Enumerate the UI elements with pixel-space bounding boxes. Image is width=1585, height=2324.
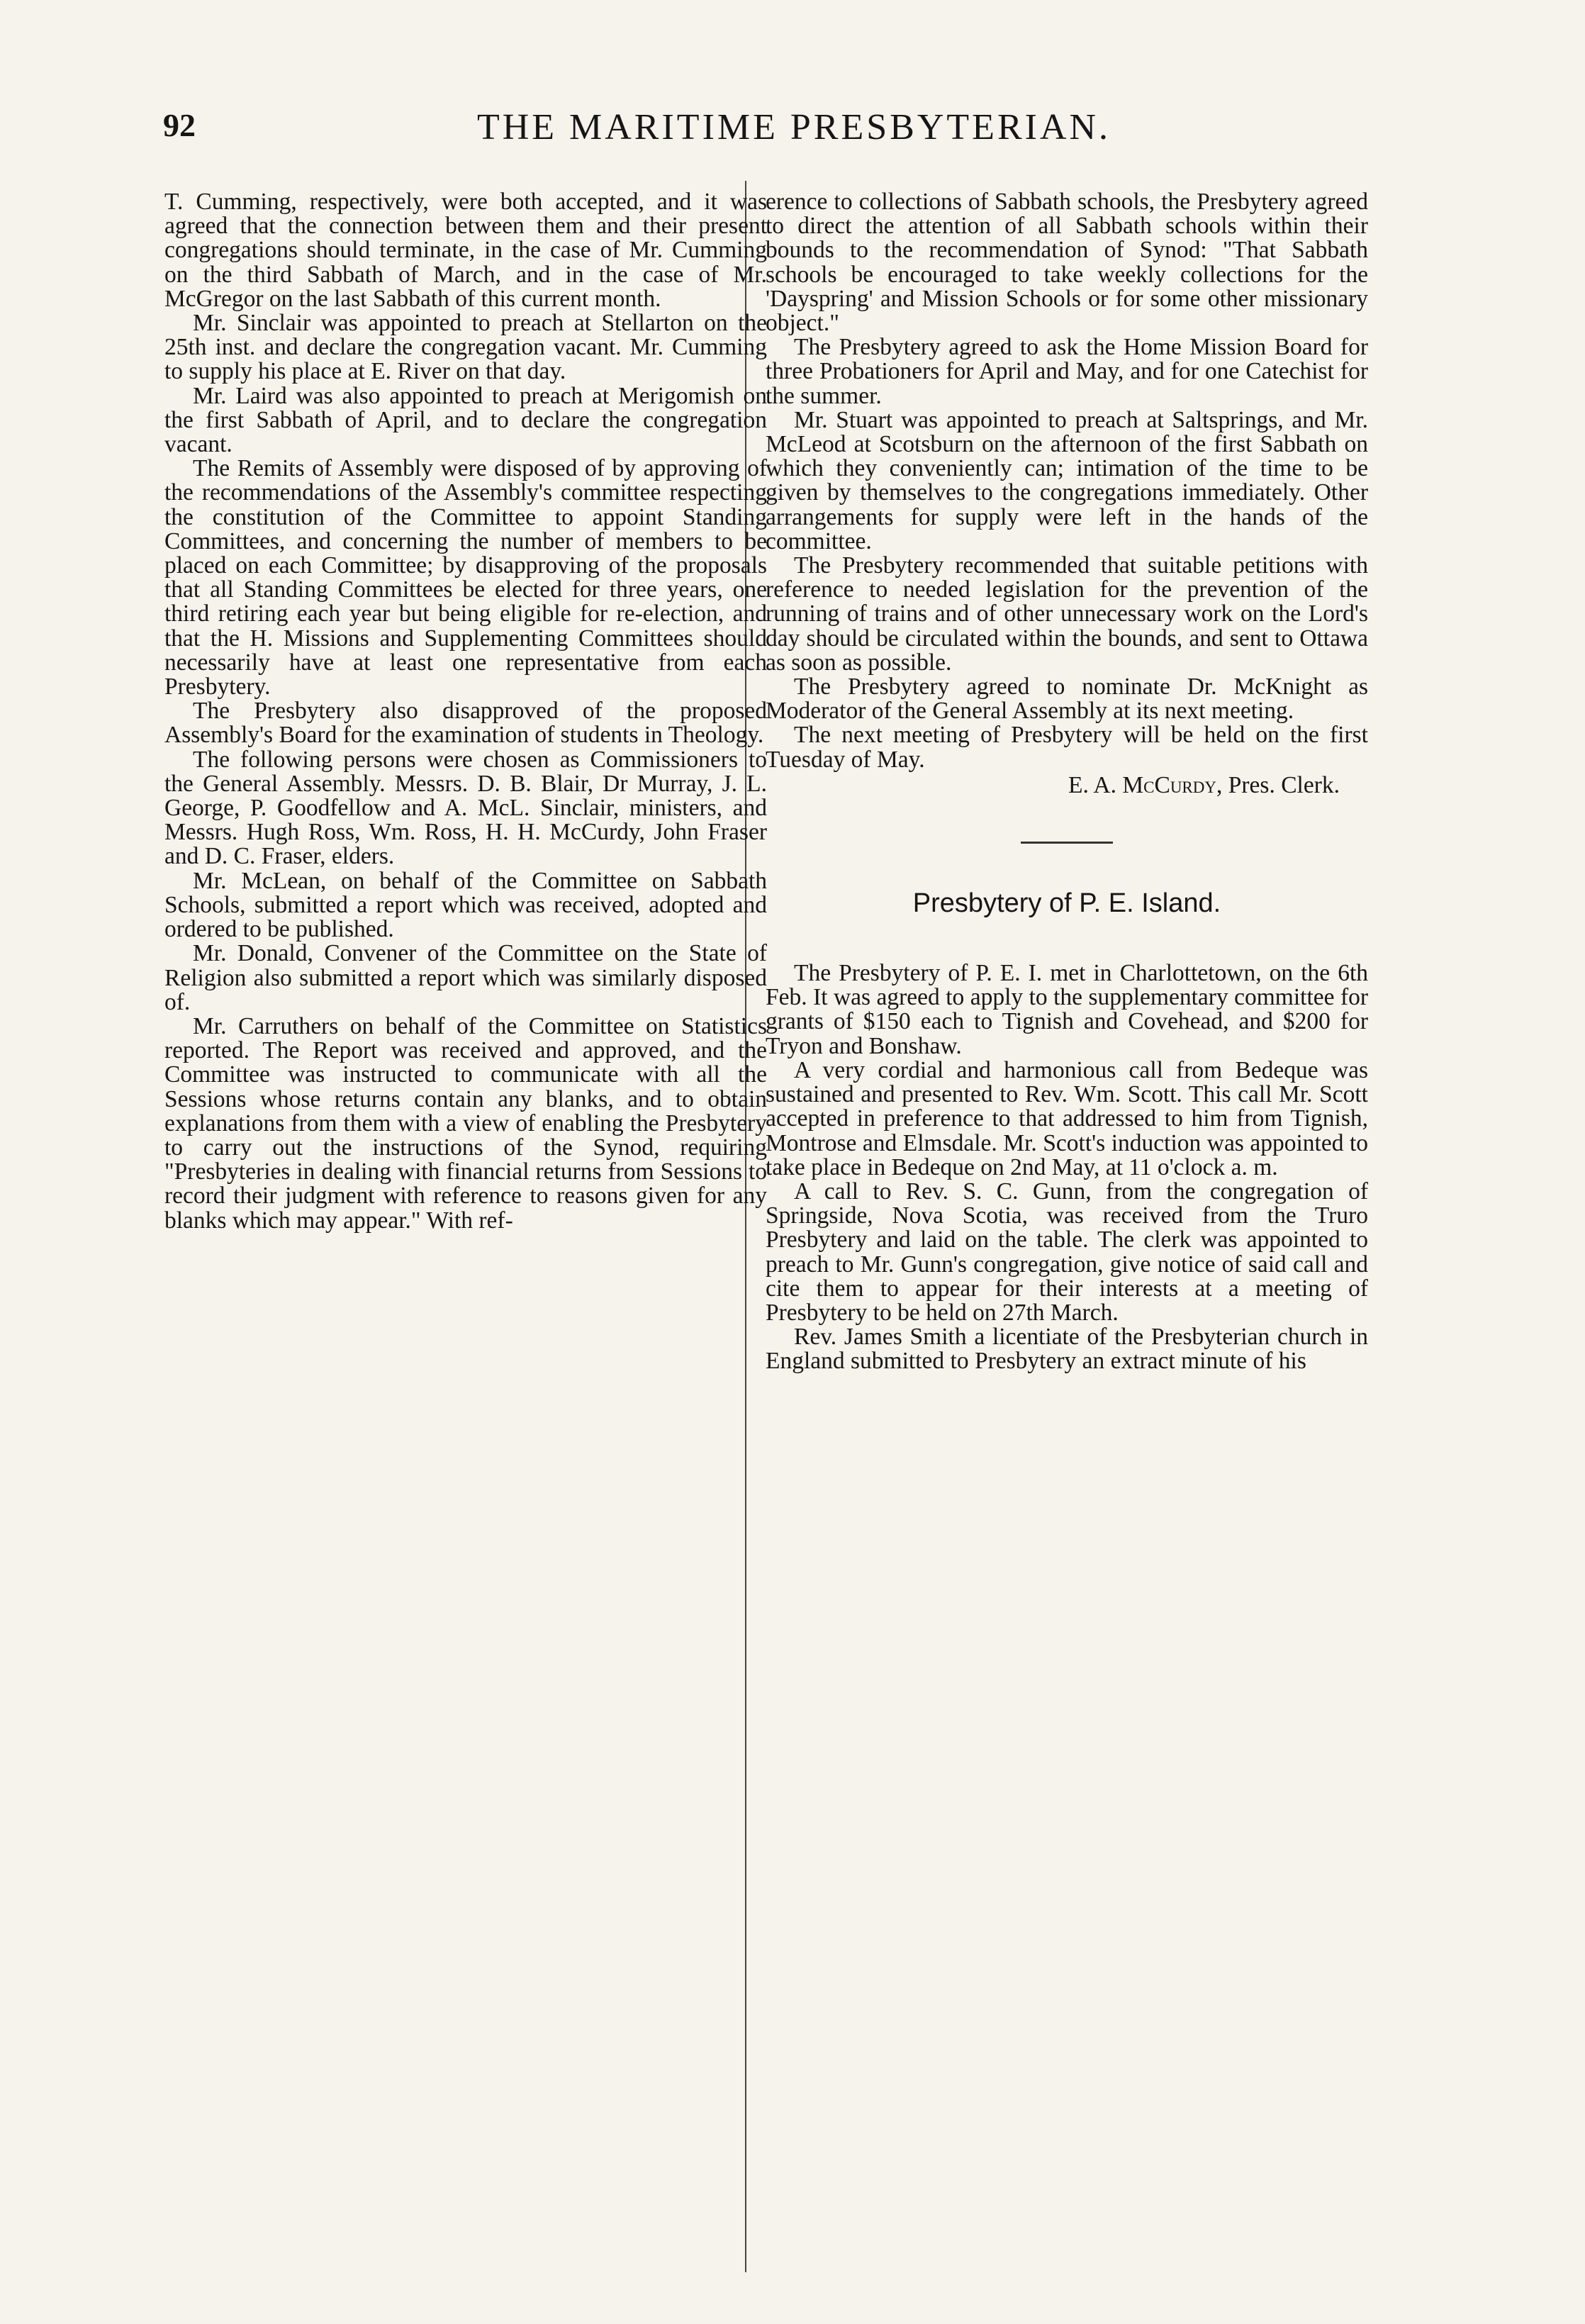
paragraph: The Presbytery agreed to nominate Dr. McKnight as Moderator of the General Assembly at its next meeting. [766, 674, 1368, 725]
signature-name: McCurdy [1122, 771, 1216, 798]
paragraph: erence to collections of Sabbath schools, the Presbytery agreed to direct the attention of all Sabbath schools within their bounds to the recommendation of Synod: "That Sabbath schools be encouraged to take weekly collections for the 'Dayspring' and Mission Schools or for some other missionary object." [766, 189, 1368, 337]
paragraph: A very cordial and harmonious call from Bedeque was sustained and presented to Rev. Wm. Scott. This call Mr. Scott accepted in preference to that addressed to him from Tignish, Montrose and Elmsdale. Mr. Scott's induction was appointed to take place in Bedeque on 2nd May, at 11 o'clock a. m. [766, 1056, 1368, 1180]
paragraph: Mr. McLean, on behalf of the Committee on Sabbath Schools, submitted a report which was received, adopted and ordered to be published. [164, 867, 767, 943]
section-heading: Presbytery of P. E. Island. [912, 888, 1221, 919]
paragraph: The Presbytery of P. E. I. met in Charlottetown, on the 6th Feb. It was agreed to apply to the supplementary committee for grants of $150 each to Tignish and Covehead, and $200 for Tryon and Bonshaw. [766, 960, 1368, 1059]
page-number: 92 [163, 107, 196, 143]
signature-initials: E. A. [1068, 771, 1116, 798]
paragraph: Mr. Sinclair was appointed to preach at Stellarton on the 25th inst. and declare the congregation vacant. Mr. Cumming to supply his place at E. River on that day. [164, 310, 767, 385]
paragraph: Mr. Laird was also appointed to preach at Merigomish on the first Sabbath of April, and to declare the congregation vacant. [164, 382, 767, 458]
paragraph: The Presbytery also disapproved of the proposed Assembly's Board for the examination of students in Theology. [164, 698, 767, 749]
paragraph: Mr. Carruthers on behalf of the Committee on Statistics reported. The Report was received and approved, and the Committee was instructed to communicate with all the Sessions whose returns contain any blanks, and to obtain explanations from them with a view of enabling the Presbytery to carry out the instructions of the Synod, requiring "Presbyteries in dealing with financial returns from Sessions to record their judgment with reference to reasons given for any blanks which may appear." With ref- [164, 1012, 767, 1234]
paragraph: The next meeting of Presbytery will be held on the first Tuesday of May. [766, 722, 1368, 773]
paragraph: The Remits of Assembly were disposed of by approving of the recommendations of the Assembly's committee respecting the constitution of the Committee to appoint Standing Committees, and concerning the number of members to be placed on each Committee; by disapproving of the proposals that all Standing Committees be elected for three years, one third retiring each year but being eligible for re-election, and that the H. Missions and Supplementing Committees should necessarily have at least one representative from each Presbytery. [164, 455, 767, 700]
page-header [163, 106, 1425, 156]
paragraph: The Presbytery recommended that suitable petitions with reference to needed legislation for the prevention of the running of trains and of other unnecessary work on the Lord's day should be circulated within the bounds, and sent to Ottawa as soon as possible. [766, 552, 1368, 676]
paragraph: Rev. James Smith a licentiate of the Presbyterian church in England submitted to Presbytery an extract minute of his [766, 1324, 1368, 1375]
signature-role: , Pres. Clerk. [1216, 771, 1340, 798]
paragraph: The following persons were chosen as Commissioners to the General Assembly. Messrs. D. B. Blair, Dr Murray, J. L. George, P. Goodfellow and A. McL. Sinclair, ministers, and Messrs. Hugh Ross, Wm. Ross, H. H. McCurdy, John Fraser and D. C. Fraser, elders. [164, 746, 767, 870]
right-column [766, 190, 1368, 1374]
left-column [164, 190, 767, 1233]
journal-title: THE MARITIME PRESBYTERIAN. [476, 107, 1111, 147]
paragraph: The Presbytery agreed to ask the Home Mission Board for three Probationers for April and May, and for one Catechist for the summer. [766, 334, 1368, 409]
clerk-signature [766, 773, 1368, 798]
paragraph: Mr. Stuart was appointed to preach at Saltsprings, and Mr. McLeod at Scotsburn on the afternoon of the first Sabbath on which they conveniently can; intimation of the time to be given by themselves to the congregations immediately. Other arrangements for supply were left in the hands of the committee. [766, 406, 1368, 554]
paragraph: T. Cumming, respectively, were both accepted, and it was agreed that the connection between them and their present congregations should terminate, in the case of Mr. Cumming on the third Sabbath of March, and in the case of Mr. McGregor on the last Sabbath of this current month. [164, 189, 767, 312]
paragraph: Mr. Donald, Convener of the Committee on the State of Religion also submitted a report which was similarly disposed of. [164, 940, 767, 1015]
paragraph: A call to Rev. S. C. Gunn, from the congregation of Springside, Nova Scotia, was received from the Truro Presbytery and laid on the table. The clerk was appointed to preach to Mr. Gunn's congregation, give notice of said call and cite them to appear for their interests at a meeting of Presbytery to be held on 27th March. [766, 1178, 1368, 1326]
section-divider [1021, 842, 1113, 844]
